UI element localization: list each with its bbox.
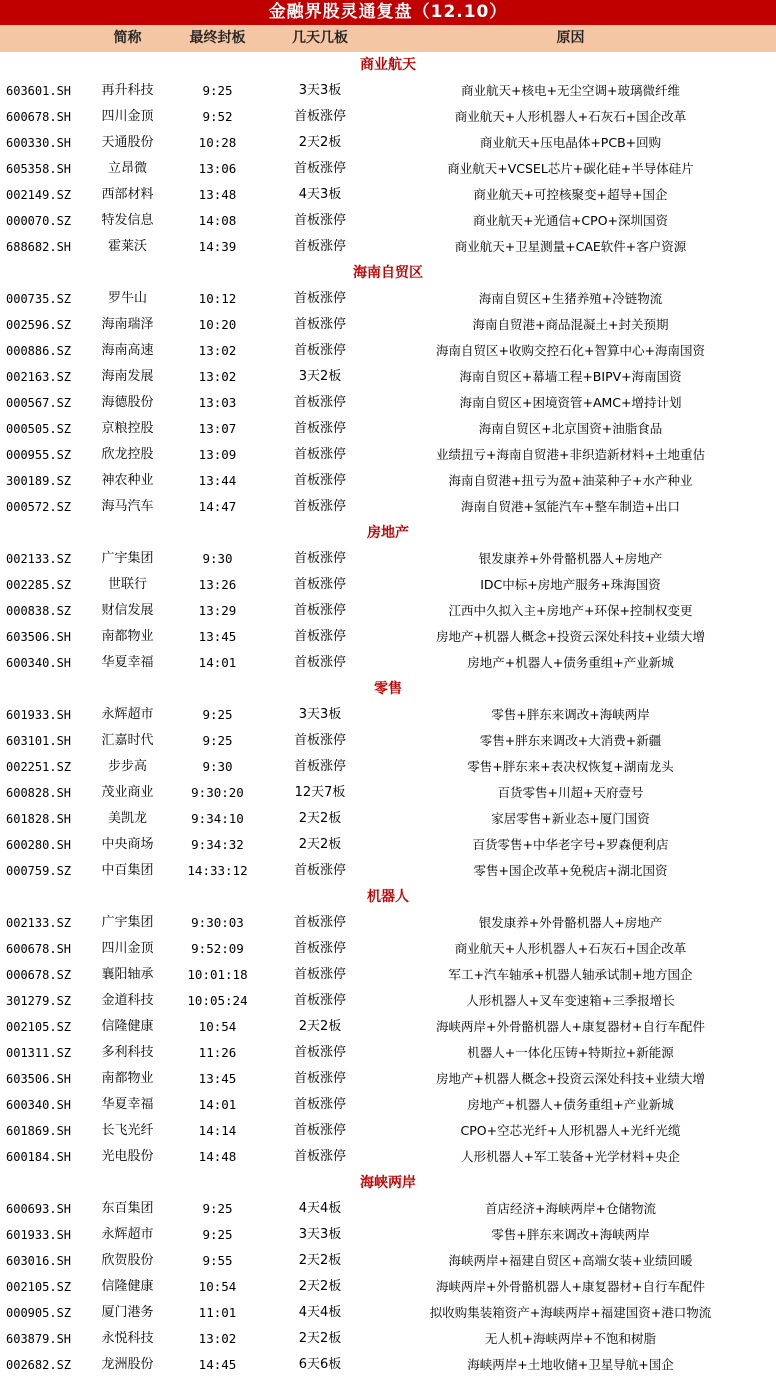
limit-up-time: 14:45 xyxy=(198,1357,237,1372)
board-count: 首板涨停 xyxy=(293,603,346,618)
table-row xyxy=(0,286,776,312)
stock-code: 002105.SZ xyxy=(6,1280,72,1294)
board-count: 2天2板 xyxy=(298,1253,342,1268)
board-count: 首板涨停 xyxy=(293,343,346,358)
stock-code: 601933.SH xyxy=(6,1228,72,1242)
board-count: 2天2板 xyxy=(298,1019,342,1034)
board-count: 2天2板 xyxy=(298,837,342,852)
table-row xyxy=(0,1040,776,1066)
limit-up-reason: 商业航天+核电+无尘空调+玻璃微纤维 xyxy=(461,83,680,98)
board-count: 首板涨停 xyxy=(293,1097,346,1112)
board-count: 首板涨停 xyxy=(293,1071,346,1086)
board-count: 首板涨停 xyxy=(293,1045,346,1060)
limit-up-reason: 商业航天+压电晶体+PCB+回购 xyxy=(479,135,662,150)
limit-up-time: 14:33:12 xyxy=(187,863,248,878)
table-row xyxy=(0,390,776,416)
stock-name: 东百集团 xyxy=(101,1201,154,1216)
board-count: 首板涨停 xyxy=(293,993,346,1008)
stock-code: 002251.SZ xyxy=(6,760,72,774)
stock-name: 永辉超市 xyxy=(101,1227,154,1242)
stock-name: 海南瑞泽 xyxy=(101,317,154,332)
section-heading: 机器人 xyxy=(367,889,409,905)
limit-up-reason: 军工+汽车轴承+机器人轴承试制+地方国企 xyxy=(448,967,693,982)
board-count: 首板涨停 xyxy=(293,421,346,436)
table-row xyxy=(0,832,776,858)
table-row xyxy=(0,910,776,936)
stock-code: 002596.SZ xyxy=(6,318,72,332)
board-count: 首板涨停 xyxy=(293,473,346,488)
limit-up-reason: 拟收购集装箱资产+海峡两岸+福建国资+港口物流 xyxy=(429,1305,712,1320)
limit-up-time: 10:01:18 xyxy=(187,967,248,982)
limit-up-time: 9:25 xyxy=(202,707,233,722)
stock-code: 000678.SZ xyxy=(6,968,72,982)
stock-name: 天通股份 xyxy=(101,135,154,150)
limit-up-time: 14:48 xyxy=(198,1149,237,1164)
limit-up-time: 9:30:03 xyxy=(191,915,244,930)
stock-code: 600184.SH xyxy=(6,1150,72,1164)
section-heading: 商业航天 xyxy=(360,57,416,73)
stock-code: 000567.SZ xyxy=(6,396,72,410)
stock-name: 南都物业 xyxy=(101,629,154,644)
stock-code: 002133.SZ xyxy=(6,552,72,566)
stock-code: 000838.SZ xyxy=(6,604,72,618)
board-count: 2天2板 xyxy=(298,811,342,826)
stock-code: 603601.SH xyxy=(6,84,72,98)
limit-up-time: 13:02 xyxy=(198,369,237,384)
stock-code: 002163.SZ xyxy=(6,370,72,384)
stock-name: 信隆健康 xyxy=(101,1019,154,1034)
board-count: 3天3板 xyxy=(298,83,342,98)
stock-name: 海南发展 xyxy=(101,369,154,384)
header-days: 几天几板 xyxy=(292,30,348,46)
limit-up-time: 13:45 xyxy=(198,629,237,644)
table-row xyxy=(0,754,776,780)
board-count: 3天2板 xyxy=(298,369,342,384)
table-row xyxy=(0,1352,776,1378)
table-row xyxy=(0,1326,776,1352)
stock-name: 金道科技 xyxy=(101,993,154,1008)
stock-name: 欣龙控股 xyxy=(101,447,154,462)
stock-name: 特发信息 xyxy=(101,213,154,228)
limit-up-reason: 商业航天+VCSEL芯片+碳化硅+半导体硅片 xyxy=(447,161,694,176)
limit-up-time: 11:26 xyxy=(198,1045,237,1060)
stock-code: 600340.SH xyxy=(6,656,72,670)
stock-code: 002133.SZ xyxy=(6,916,72,930)
stock-name: 南都物业 xyxy=(101,1071,154,1086)
board-count: 首板涨停 xyxy=(293,499,346,514)
board-count: 2天2板 xyxy=(298,1331,342,1346)
stock-code: 605358.SH xyxy=(6,162,72,176)
limit-up-time: 13:09 xyxy=(198,447,237,462)
stock-name: 广宇集团 xyxy=(101,551,154,566)
limit-up-reason: 海南自贸区+困境资管+AMC+增持计划 xyxy=(459,395,682,410)
stock-name: 海南高速 xyxy=(101,343,154,358)
table-row xyxy=(0,702,776,728)
stock-name: 立昂微 xyxy=(107,161,147,176)
stock-code: 001311.SZ xyxy=(6,1046,72,1060)
limit-up-reason: 海峡两岸+外骨骼机器人+康复器材+自行车配件 xyxy=(436,1019,705,1034)
stock-code: 002149.SZ xyxy=(6,188,72,202)
limit-up-reason: 家居零售+新业态+厦门国资 xyxy=(491,811,650,826)
board-count: 3天3板 xyxy=(298,1227,342,1242)
limit-up-time: 9:55 xyxy=(202,1253,233,1268)
table-row xyxy=(0,806,776,832)
stock-name: 四川金顶 xyxy=(101,109,154,124)
table-row xyxy=(0,624,776,650)
stock-name: 世联行 xyxy=(107,577,147,592)
table-row xyxy=(0,104,776,130)
board-count: 首板涨停 xyxy=(293,317,346,332)
stock-name: 龙洲股份 xyxy=(101,1357,154,1372)
table-row xyxy=(0,650,776,676)
stock-name: 多利科技 xyxy=(101,1045,154,1060)
limit-up-time: 11:01 xyxy=(198,1305,237,1320)
limit-up-time: 13:48 xyxy=(198,187,237,202)
limit-up-reason: 首店经济+海峡两岸+仓储物流 xyxy=(485,1201,656,1216)
stock-name: 霍莱沃 xyxy=(107,239,147,254)
limit-up-time: 13:02 xyxy=(198,1331,237,1346)
table-row xyxy=(0,988,776,1014)
stock-code: 600678.SH xyxy=(6,110,72,124)
limit-up-time: 9:30:20 xyxy=(191,785,244,800)
limit-up-reason: 江西中久拟入主+房地产+环保+控制权变更 xyxy=(448,603,693,618)
stock-name: 海马汽车 xyxy=(101,499,154,514)
limit-up-time: 14:08 xyxy=(198,213,237,228)
board-count: 首板涨停 xyxy=(293,655,346,670)
limit-up-reason: 海峡两岸+福建自贸区+高端女装+业绩回暖 xyxy=(448,1253,693,1268)
limit-up-reason: 商业航天+人形机器人+石灰石+国企改革 xyxy=(454,109,687,124)
stock-name: 神农种业 xyxy=(101,473,154,488)
board-count: 首板涨停 xyxy=(293,759,346,774)
board-count: 首板涨停 xyxy=(293,109,346,124)
stock-name: 汇嘉时代 xyxy=(101,733,154,748)
board-count: 4天3板 xyxy=(298,187,342,202)
board-count: 6天6板 xyxy=(298,1357,342,1372)
limit-up-time: 9:52:09 xyxy=(191,941,244,956)
limit-up-time: 10:20 xyxy=(198,317,237,332)
stock-name: 再升科技 xyxy=(101,83,154,98)
limit-up-reason: 海南自贸区+收购交控石化+智算中心+海南国资 xyxy=(436,343,705,358)
table-row xyxy=(0,1144,776,1170)
board-count: 4天4板 xyxy=(298,1305,342,1320)
stock-name: 厦门港务 xyxy=(101,1305,154,1320)
stock-code: 601828.SH xyxy=(6,812,72,826)
limit-up-reason: IDC中标+房地产服务+珠海国资 xyxy=(480,577,661,592)
board-count: 首板涨停 xyxy=(293,1123,346,1138)
stock-name: 四川金顶 xyxy=(101,941,154,956)
stock-name: 永悦科技 xyxy=(101,1331,154,1346)
table-row xyxy=(0,546,776,572)
limit-up-reason: 房地产+机器人+债务重组+产业新城 xyxy=(467,1097,674,1112)
table-row xyxy=(0,1196,776,1222)
limit-up-reason: 人形机器人+军工装备+光学材料+央企 xyxy=(461,1149,680,1164)
table-row xyxy=(0,468,776,494)
stock-code: 688682.SH xyxy=(6,240,72,254)
stock-name: 长飞光纤 xyxy=(101,1123,154,1138)
limit-up-time: 9:34:32 xyxy=(191,837,244,852)
header-name: 简称 xyxy=(113,30,142,46)
table-row xyxy=(0,1274,776,1300)
stock-name: 襄阳轴承 xyxy=(101,967,154,982)
limit-up-time: 13:03 xyxy=(198,395,237,410)
table-row xyxy=(0,338,776,364)
limit-up-reason: CPO+空芯光纤+人形机器人+光纤光缆 xyxy=(460,1123,681,1138)
stock-name: 信隆健康 xyxy=(101,1279,154,1294)
stock-code: 603506.SH xyxy=(6,630,72,644)
section-heading: 房地产 xyxy=(367,525,409,541)
stock-code: 600828.SH xyxy=(6,786,72,800)
table-row xyxy=(0,1066,776,1092)
table-row xyxy=(0,416,776,442)
stock-code: 300189.SZ xyxy=(6,474,72,488)
limit-up-time: 14:39 xyxy=(198,239,237,254)
board-count: 3天3板 xyxy=(298,707,342,722)
table-row xyxy=(0,572,776,598)
stock-name: 海德股份 xyxy=(101,395,154,410)
board-count: 首板涨停 xyxy=(293,733,346,748)
section-heading: 零售 xyxy=(374,681,402,697)
board-count: 首板涨停 xyxy=(293,967,346,982)
stock-name: 中央商场 xyxy=(101,837,154,852)
stock-code: 603506.SH xyxy=(6,1072,72,1086)
limit-up-time: 10:54 xyxy=(198,1279,237,1294)
stock-name: 欣贺股份 xyxy=(101,1253,154,1268)
stock-code: 000905.SZ xyxy=(6,1306,72,1320)
stock-name: 财信发展 xyxy=(101,603,154,618)
limit-up-time: 13:44 xyxy=(198,473,237,488)
stock-name: 广宇集团 xyxy=(101,915,154,930)
stock-code: 600330.SH xyxy=(6,136,72,150)
limit-up-time: 10:54 xyxy=(198,1019,237,1034)
board-count: 12天7板 xyxy=(294,785,346,800)
stock-code: 600340.SH xyxy=(6,1098,72,1112)
limit-up-time: 9:34:10 xyxy=(191,811,244,826)
board-count: 首板涨停 xyxy=(293,291,346,306)
table-row xyxy=(0,312,776,338)
table-row xyxy=(0,598,776,624)
table-row xyxy=(0,494,776,520)
limit-up-reason: 银发康养+外骨骼机器人+房地产 xyxy=(478,551,663,566)
limit-up-reason: 百货零售+川超+天府壹号 xyxy=(497,785,644,800)
stock-name: 中百集团 xyxy=(101,863,154,878)
board-count: 首板涨停 xyxy=(293,629,346,644)
limit-up-time: 9:25 xyxy=(202,733,233,748)
stock-code: 000735.SZ xyxy=(6,292,72,306)
stock-name: 华夏幸福 xyxy=(101,655,154,670)
table-row xyxy=(0,364,776,390)
stock-code: 000886.SZ xyxy=(6,344,72,358)
sections-container xyxy=(0,52,776,1378)
limit-up-reason: 海南自贸区+幕墙工程+BIPV+海南国资 xyxy=(459,369,682,384)
limit-up-reason: 人形机器人+叉车变速箱+三季报增长 xyxy=(466,993,675,1008)
limit-up-reason: 业绩扭亏+海南自贸港+非织造新材料+土地重估 xyxy=(436,447,705,462)
stock-name: 西部材料 xyxy=(101,187,154,202)
page-title: 金融界股灵通复盘（12.10） xyxy=(0,0,776,25)
limit-up-time: 10:05:24 xyxy=(187,993,248,1008)
stock-name: 罗牛山 xyxy=(107,291,147,306)
stock-code: 301279.SZ xyxy=(6,994,72,1008)
limit-up-reason: 零售+国企改革+免税店+湖北国资 xyxy=(473,863,668,878)
stock-code: 000955.SZ xyxy=(6,448,72,462)
stock-code: 000505.SZ xyxy=(6,422,72,436)
limit-up-time: 13:02 xyxy=(198,343,237,358)
stock-code: 600678.SH xyxy=(6,942,72,956)
limit-up-reason: 海南自贸港+商品混凝土+封关预期 xyxy=(472,317,669,332)
stock-code: 603879.SH xyxy=(6,1332,72,1346)
limit-up-time: 14:01 xyxy=(198,655,237,670)
stock-code: 600693.SH xyxy=(6,1202,72,1216)
stock-code: 000070.SZ xyxy=(6,214,72,228)
limit-up-time: 14:14 xyxy=(198,1123,237,1138)
board-count: 首板涨停 xyxy=(293,395,346,410)
board-count: 2天2板 xyxy=(298,135,342,150)
table-row xyxy=(0,1222,776,1248)
stock-name: 光电股份 xyxy=(101,1149,154,1164)
limit-up-reason: 零售+胖东来调改+大消费+新疆 xyxy=(479,733,662,748)
limit-up-reason: 百货零售+中华老字号+罗森便利店 xyxy=(472,837,669,852)
table-row xyxy=(0,728,776,754)
stock-code: 603016.SH xyxy=(6,1254,72,1268)
board-count: 4天4板 xyxy=(298,1201,342,1216)
stock-name: 茂业商业 xyxy=(101,785,154,800)
table-row xyxy=(0,156,776,182)
limit-up-time: 13:29 xyxy=(198,603,237,618)
limit-up-time: 9:25 xyxy=(202,83,233,98)
board-count: 首板涨停 xyxy=(293,551,346,566)
stock-code: 600280.SH xyxy=(6,838,72,852)
stock-name: 永辉超市 xyxy=(101,707,154,722)
header-reason: 原因 xyxy=(556,30,585,46)
limit-up-reason: 零售+胖东来+表决权恢复+湖南龙头 xyxy=(467,759,674,774)
stock-name: 华夏幸福 xyxy=(101,1097,154,1112)
table-row xyxy=(0,1092,776,1118)
limit-up-reason: 海峡两岸+土地收储+卫星导航+国企 xyxy=(467,1357,674,1372)
section-heading: 海峡两岸 xyxy=(360,1175,416,1191)
stock-code: 603101.SH xyxy=(6,734,72,748)
limit-up-time: 9:30 xyxy=(202,759,233,774)
limit-up-reason: 海南自贸港+扭亏为盈+油菜种子+水产种业 xyxy=(448,473,693,488)
table-row xyxy=(0,182,776,208)
board-count: 首板涨停 xyxy=(293,161,346,176)
limit-up-reason: 商业航天+人形机器人+石灰石+国企改革 xyxy=(454,941,687,956)
board-count: 首板涨停 xyxy=(293,577,346,592)
table-row xyxy=(0,130,776,156)
board-count: 首板涨停 xyxy=(293,1149,346,1164)
limit-up-reason: 海南自贸区+生猪养殖+冷链物流 xyxy=(478,291,663,306)
limit-up-time: 10:28 xyxy=(198,135,237,150)
table-row xyxy=(0,208,776,234)
limit-up-reason: 海峡两岸+外骨骼机器人+康复器材+自行车配件 xyxy=(436,1279,705,1294)
limit-up-reason: 房地产+机器人概念+投资云深处科技+业绩大增 xyxy=(436,629,705,644)
limit-up-time: 10:12 xyxy=(198,291,237,306)
board-count: 2天2板 xyxy=(298,1279,342,1294)
header-code xyxy=(0,25,95,52)
table-row xyxy=(0,234,776,260)
stock-name: 步步高 xyxy=(107,759,147,774)
board-count: 首板涨停 xyxy=(293,941,346,956)
limit-up-reason: 海南自贸港+氢能汽车+整车制造+出口 xyxy=(461,499,680,514)
limit-up-time: 9:30 xyxy=(202,551,233,566)
board-count: 首板涨停 xyxy=(293,863,346,878)
limit-up-reason: 房地产+机器人+债务重组+产业新城 xyxy=(467,655,674,670)
table-row xyxy=(0,1118,776,1144)
table-row xyxy=(0,1248,776,1274)
table-header xyxy=(0,25,776,52)
stock-code: 002105.SZ xyxy=(6,1020,72,1034)
board-count: 首板涨停 xyxy=(293,915,346,930)
limit-up-time: 14:47 xyxy=(198,499,237,514)
limit-up-reason: 商业航天+可控核聚变+超导+国企 xyxy=(473,187,668,202)
stock-name: 美凯龙 xyxy=(107,811,147,826)
stock-code: 000572.SZ xyxy=(6,500,72,514)
table-row xyxy=(0,936,776,962)
board-count: 首板涨停 xyxy=(293,239,346,254)
limit-up-reason: 商业航天+卫星测量+CAE软件+客户资源 xyxy=(454,239,687,254)
limit-up-reason: 房地产+机器人概念+投资云深处科技+业绩大增 xyxy=(436,1071,705,1086)
stock-code: 002682.SZ xyxy=(6,1358,72,1372)
section-heading: 海南自贸区 xyxy=(353,265,423,281)
limit-up-time: 9:25 xyxy=(202,1201,233,1216)
limit-up-time: 13:07 xyxy=(198,421,237,436)
table-row xyxy=(0,78,776,104)
limit-up-reason: 零售+胖东来调改+海峡两岸 xyxy=(491,707,650,722)
limit-up-time: 13:45 xyxy=(198,1071,237,1086)
limit-up-reason: 机器人+一体化压铸+特斯拉+新能源 xyxy=(467,1045,674,1060)
stock-code: 601933.SH xyxy=(6,708,72,722)
table-row xyxy=(0,962,776,988)
limit-up-time: 13:06 xyxy=(198,161,237,176)
limit-up-time: 9:25 xyxy=(202,1227,233,1242)
stock-code: 601869.SH xyxy=(6,1124,72,1138)
table-row xyxy=(0,442,776,468)
limit-up-time: 13:26 xyxy=(198,577,237,592)
limit-up-time: 9:52 xyxy=(202,109,233,124)
limit-up-reason: 无人机+海峡两岸+不饱和树脂 xyxy=(485,1331,656,1346)
limit-up-time: 14:01 xyxy=(198,1097,237,1112)
limit-up-reason: 零售+胖东来调改+海峡两岸 xyxy=(491,1227,650,1242)
table-row xyxy=(0,858,776,884)
stock-name: 京粮控股 xyxy=(101,421,154,436)
limit-up-reason: 商业航天+光通信+CPO+深圳国资 xyxy=(472,213,669,228)
board-count: 首板涨停 xyxy=(293,213,346,228)
board-count: 首板涨停 xyxy=(293,447,346,462)
table-row xyxy=(0,1014,776,1040)
header-time: 最终封板 xyxy=(189,30,246,46)
table-row xyxy=(0,780,776,806)
limit-up-reason: 银发康养+外骨骼机器人+房地产 xyxy=(478,915,663,930)
stock-code: 002285.SZ xyxy=(6,578,72,592)
limit-up-reason: 海南自贸区+北京国资+油脂食品 xyxy=(478,421,663,436)
stock-code: 000759.SZ xyxy=(6,864,72,878)
table-row xyxy=(0,1300,776,1326)
